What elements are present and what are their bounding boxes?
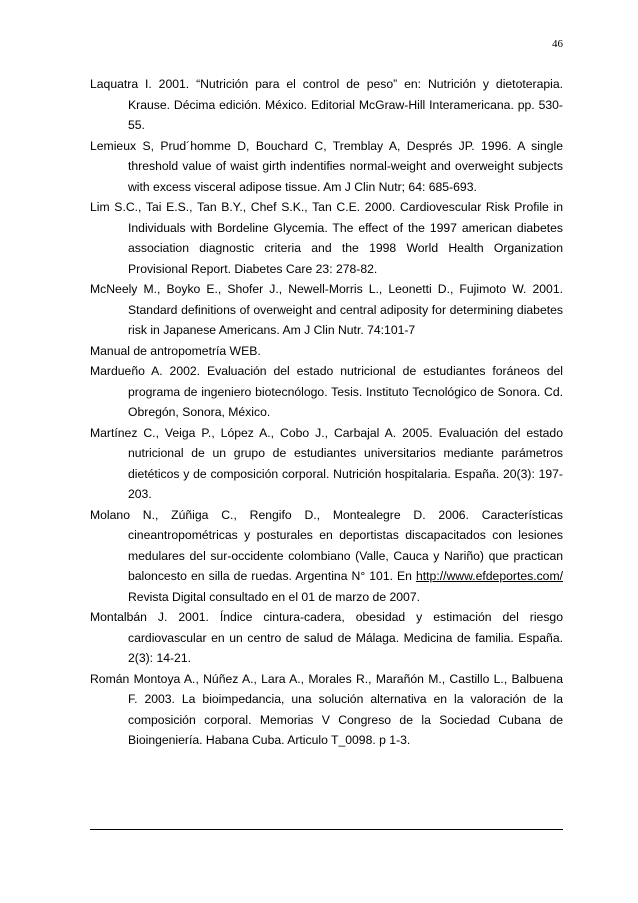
reference-lemieux-1996: Lemieux S, Prud´homme D, Bouchard C, Tremblay A, Després JP. 1996. A single threshold value of waist girth indentifies normal-weight and overweight subjects with excess visceral adipose tissue. Am J Clin Nutr; 64: 685-693. (90, 138, 563, 194)
reference-molano-text-before: Molano N., Zúñiga C., Rengifo D., Montealegre D. 2006. Características cineantropométricas y posturales en deportistas discapacitados con lesiones medulares del sur-occidente colombiano (Valle, Cauca y Nariño) que practican baloncesto en silla de ruedas. Argentina N° 101. En (90, 507, 563, 583)
page-number: 46 (552, 38, 563, 50)
reference-molano-2006 (90, 505, 563, 608)
reference-mardueno-2002: Mardueño A. 2002. Evaluación del estado nutricional de estudiantes foráneos del programa de ingeniero biotecnólogo. Tesis. Instituto Tecnológico de Sonora. Cd. Obregón, Sonora, México. (90, 364, 563, 419)
efdeportes-link[interactable]: http://www.efdeportes.com/ (416, 569, 563, 583)
reference-martinez-2005: Martínez C., Veiga P., López A., Cobo J., Carbajal A. 2005. Evaluación del estado nutricional de un grupo de estudiantes universitarios mediante parámetros dietéticos y de composición corporal. Nutrición hospitalaria. España. 20(3): 197-203. (90, 425, 563, 501)
reference-mcneely-2001: McNeely M., Boyko E., Shofer J., Newell-Morris L., Leonetti D., Fujimoto W. 2001. Standard definitions of overweight and central adiposity for determining diabetes risk in Japanese Americans. Am J Clin Nutr. 74:101-7 (90, 282, 563, 337)
reference-montalban-2001: Montalbán J. 2001. Índice cintura-cadera, obesidad y estimación del riesgo cardiovascular en un centro de salud de Málaga. Medicina de familia. España. 2(3): 14-21. (90, 610, 563, 665)
reference-roman-montoya-2003: Román Montoya A., Núñez A., Lara A., Morales R., Marañón M., Castillo L., Balbuena F. 2003. La bioimpedancia, una solución alternativa en la valoración de la composición corporal. Memorias V Congreso de la Sociedad Cubana de Bioingeniería. Habana Cuba. Articulo T_0098. p 1-3. (90, 671, 563, 747)
footer-divider (90, 829, 563, 830)
reference-molano-text-after: Revista Digital consultado en el 01 de marzo de 2007. (128, 589, 421, 604)
reference-list (90, 74, 563, 751)
reference-lim-2000: Lim S.C., Tai E.S., Tan B.Y., Chef S.K., Tan C.E. 2000. Cardiovescular Risk Profile in Individuals with Bordeline Glycemia. The effect of the 1997 american diabetes association diagnostic criteria and the 1998 World Health Organization Provisional Report. Diabetes Care 23: 278-82. (90, 200, 563, 276)
reference-laquatra-2001: Laquatra I. 2001. “Nutrición para el control de peso” en: Nutrición y dietoterapia. Krause. Décima edición. México. Editorial McGraw-Hill Interamericana. pp. 530-55. (90, 77, 563, 132)
reference-manual-antropometria: Manual de antropometría WEB. (90, 343, 261, 358)
